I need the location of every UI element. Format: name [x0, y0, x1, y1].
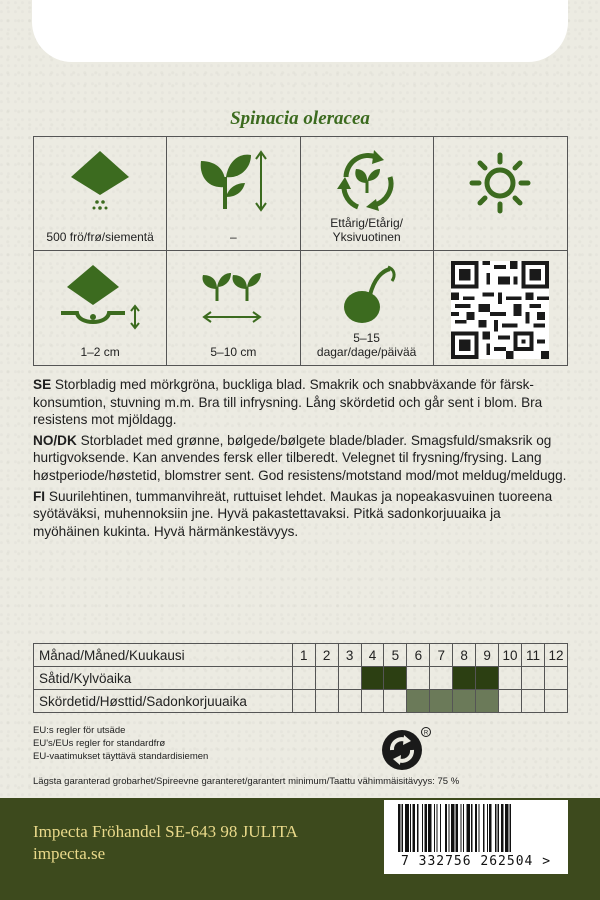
active-month-cell — [453, 690, 476, 713]
lang-code-se: SE — [33, 377, 52, 392]
plant-height-icon — [193, 147, 273, 217]
eu-regulation-text — [33, 724, 208, 763]
active-month-cell — [384, 667, 407, 690]
barcode-bar — [445, 804, 447, 852]
month-number: 11 — [522, 644, 545, 667]
month-cell — [522, 667, 545, 690]
description-text-se: Storbladig med mörkgröna, buckliga blad. Smakrik och snabbväxande för färsk-konsumtion, stuvning m.m. Bra till infrysning. Lång skördetid och går sent i blom. Bra resistens mot mjöldagg. — [33, 377, 543, 428]
calendar-row-label: Skördetid/Høsttid/Sadonkorjuuaika — [34, 690, 293, 713]
lifecycle-label: Ettårig/Etårig/ Yksivuotinen — [330, 216, 403, 244]
lifecycle-cell — [301, 137, 434, 251]
seed-count-cell — [34, 137, 167, 251]
germination-days-label: 5–15 dagar/dage/päivää — [316, 331, 417, 359]
barcode-bar — [412, 804, 414, 852]
germination-guarantee: Lägsta garanterad grobarhet/Spireevne garanteret/garantert minimum/Taattu vähimmäisitävyys: 75 % — [33, 776, 460, 787]
seed-count-label: 500 frö/frø/siementä — [46, 230, 154, 244]
month-cell — [292, 667, 315, 690]
description-text-no-dk: Storbladet med grønne, bølgede/bølgete blade/blader. Smagsfuld/smaksrik og hurtigvoksende. Kan anvendes fersk eller tilberedt. Velegnet til frysning/frysing. Lang høstperiode/høstetid, blomstrer sent. God resistens/motstand mod/mot meldug/meldugg. — [33, 432, 567, 483]
month-cell — [407, 667, 430, 690]
barcode-bar — [436, 804, 437, 852]
seed-packet-icon — [65, 147, 135, 217]
barcode-bar — [487, 804, 488, 852]
barcode-bar — [422, 804, 423, 852]
month-cell — [338, 690, 361, 713]
barcode-bar — [398, 804, 400, 852]
barcode-bar — [466, 804, 470, 852]
month-cell — [338, 667, 361, 690]
plant-spacing-label: 5–10 cm — [210, 345, 257, 359]
barcode-bar — [424, 804, 426, 852]
month-cell — [315, 690, 338, 713]
germination-days-icon — [332, 261, 402, 333]
month-number: 7 — [430, 644, 453, 667]
description-no-dk — [33, 432, 568, 485]
plant-height-label: – — [230, 230, 237, 244]
barcode-bar — [498, 804, 499, 852]
qr-code-cell[interactable] — [434, 251, 567, 365]
barcode-bar — [402, 804, 403, 852]
barcode-bar — [510, 804, 511, 852]
barcode-bar — [501, 804, 503, 852]
description-text-fi: Suurilehtinen, tummanvihreät, ruttuiset lehdet. Maukas ja nopeakasvuinen tuoreena syötäväksi, muhennoksiin jne. Hyvä pakastettavaksi. Pitkä sadonkorjuuaika ja myöhäinen kukinta. Hyvä härmänkestävyys. — [33, 488, 553, 539]
svg-text:R: R — [423, 730, 429, 737]
barcode-bar — [505, 804, 509, 852]
month-cell — [361, 690, 384, 713]
calendar-row-label: Såtid/Kylvöaika — [34, 667, 293, 690]
active-month-cell — [407, 690, 430, 713]
month-number: 6 — [407, 644, 430, 667]
sowing-depth-cell — [34, 251, 167, 365]
sowing-depth-label: 1–2 cm — [80, 345, 120, 359]
active-month-cell — [453, 667, 476, 690]
barcode-bar — [463, 804, 464, 852]
sowing-depth-icon — [55, 261, 145, 333]
eu-line: EU's/EUs regler for standardfrø — [33, 738, 166, 749]
sowing-time-row — [34, 667, 568, 690]
barcode-bar — [475, 804, 477, 852]
month-number: 3 — [338, 644, 361, 667]
description-fi — [33, 488, 568, 541]
month-number: 8 — [453, 644, 476, 667]
barcode-bar — [451, 804, 455, 852]
barcode-bar — [448, 804, 449, 852]
germination-days-cell — [301, 251, 434, 365]
month-cell — [430, 667, 453, 690]
sun-icon — [465, 147, 535, 217]
barcode-bar — [405, 804, 409, 852]
month-cell — [292, 690, 315, 713]
barcode-bar — [478, 804, 479, 852]
active-month-cell — [476, 690, 499, 713]
harvest-time-row — [34, 690, 568, 713]
barcode-bar — [471, 804, 472, 852]
plant-height-cell — [167, 137, 300, 251]
lang-code-fi: FI — [33, 488, 46, 504]
barcode-number: 7 332756 262504 > — [384, 852, 568, 872]
month-cell — [522, 690, 545, 713]
description-se — [33, 376, 568, 429]
calendar-header-label: Månad/Måned/Kuukausi — [34, 644, 293, 667]
sun-cell — [434, 137, 567, 251]
month-number: 1 — [292, 644, 315, 667]
active-month-cell — [430, 690, 453, 713]
barcode-bar — [428, 804, 432, 852]
website-link[interactable]: impecta.se — [33, 844, 106, 863]
plant-spacing-icon — [193, 261, 273, 331]
month-cell — [315, 667, 338, 690]
barcode-bar — [460, 804, 461, 852]
footer-address — [33, 821, 298, 865]
species-name: Spinacia oleracea — [230, 108, 370, 129]
info-icon-grid — [33, 136, 568, 366]
month-cell — [544, 667, 567, 690]
active-month-cell — [476, 667, 499, 690]
month-number: 2 — [315, 644, 338, 667]
hang-hole — [32, 0, 568, 62]
barcode-bar — [489, 804, 491, 852]
month-cell — [499, 690, 522, 713]
barcode-bar — [483, 804, 484, 852]
eu-line: EU-vaatimukset täyttävä standardisiemen — [33, 751, 209, 762]
description-block — [33, 376, 568, 543]
month-number: 5 — [384, 644, 407, 667]
barcode-bar — [417, 804, 418, 852]
month-number: 10 — [499, 644, 522, 667]
month-cell — [544, 690, 567, 713]
barcode-bar — [410, 804, 411, 852]
lang-code-no-dk: NO/DK — [33, 432, 77, 448]
company-address: Impecta Fröhandel SE-643 98 JULITA — [33, 822, 298, 841]
barcode-bar — [495, 804, 496, 852]
month-number: 4 — [361, 644, 384, 667]
barcode-bar — [434, 804, 435, 852]
sowing-calendar — [33, 643, 568, 713]
month-number: 12 — [544, 644, 567, 667]
plant-spacing-cell — [167, 251, 300, 365]
calendar-header-row — [34, 644, 568, 667]
month-cell — [499, 667, 522, 690]
eu-line: EU:s regler för utsäde — [33, 725, 126, 736]
month-number: 9 — [476, 644, 499, 667]
lifecycle-icon — [332, 147, 402, 217]
month-cell — [384, 690, 407, 713]
active-month-cell — [361, 667, 384, 690]
barcode-bar — [456, 804, 458, 852]
green-dot-recycle-icon — [380, 726, 432, 772]
barcode-bar — [440, 804, 441, 852]
qr-code-icon[interactable] — [451, 261, 549, 359]
